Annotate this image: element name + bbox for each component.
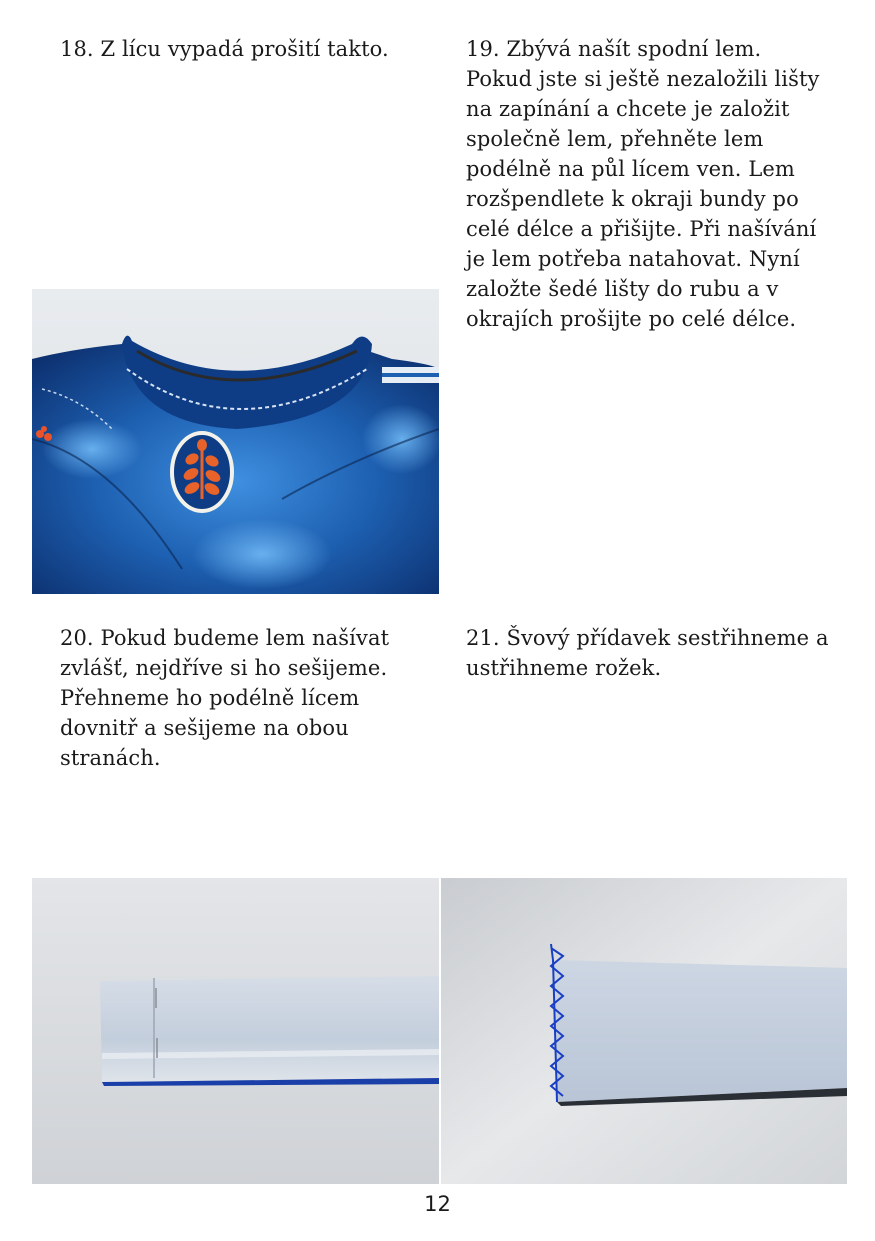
hem-trimmed-photo bbox=[441, 878, 847, 1184]
step-19-text: 19. Zbývá našít spodní lem. Pokud jste si ještě nezaložili lišty na zapínání a chcete je založit společně lem, přehněte lem podélně na půl lícem ven. Lem rozšpendlete k okraji bundy po celé délce a přišijte. Při našívání je lem potřeba natahovat. Nyní založte šedé lišty do rubu a v okrajích prošijte po celé délce. bbox=[466, 37, 820, 331]
step-18-text: 18. Z lícu vypadá prošití takto. bbox=[60, 37, 389, 61]
step-21-text: 21. Švový přídavek sestřihneme a ustřihneme rožek. bbox=[466, 626, 829, 680]
step-20-text: 20. Pokud budeme lem našívat zvlášť, nejdříve si ho sešijeme. Přehneme ho podélně lícem dovnitř a sešijeme na obou stranách. bbox=[60, 626, 390, 770]
jacket-neckline-photo bbox=[32, 289, 439, 594]
page-number: 12 bbox=[424, 1192, 451, 1216]
hem-sewn-photo bbox=[32, 878, 439, 1184]
